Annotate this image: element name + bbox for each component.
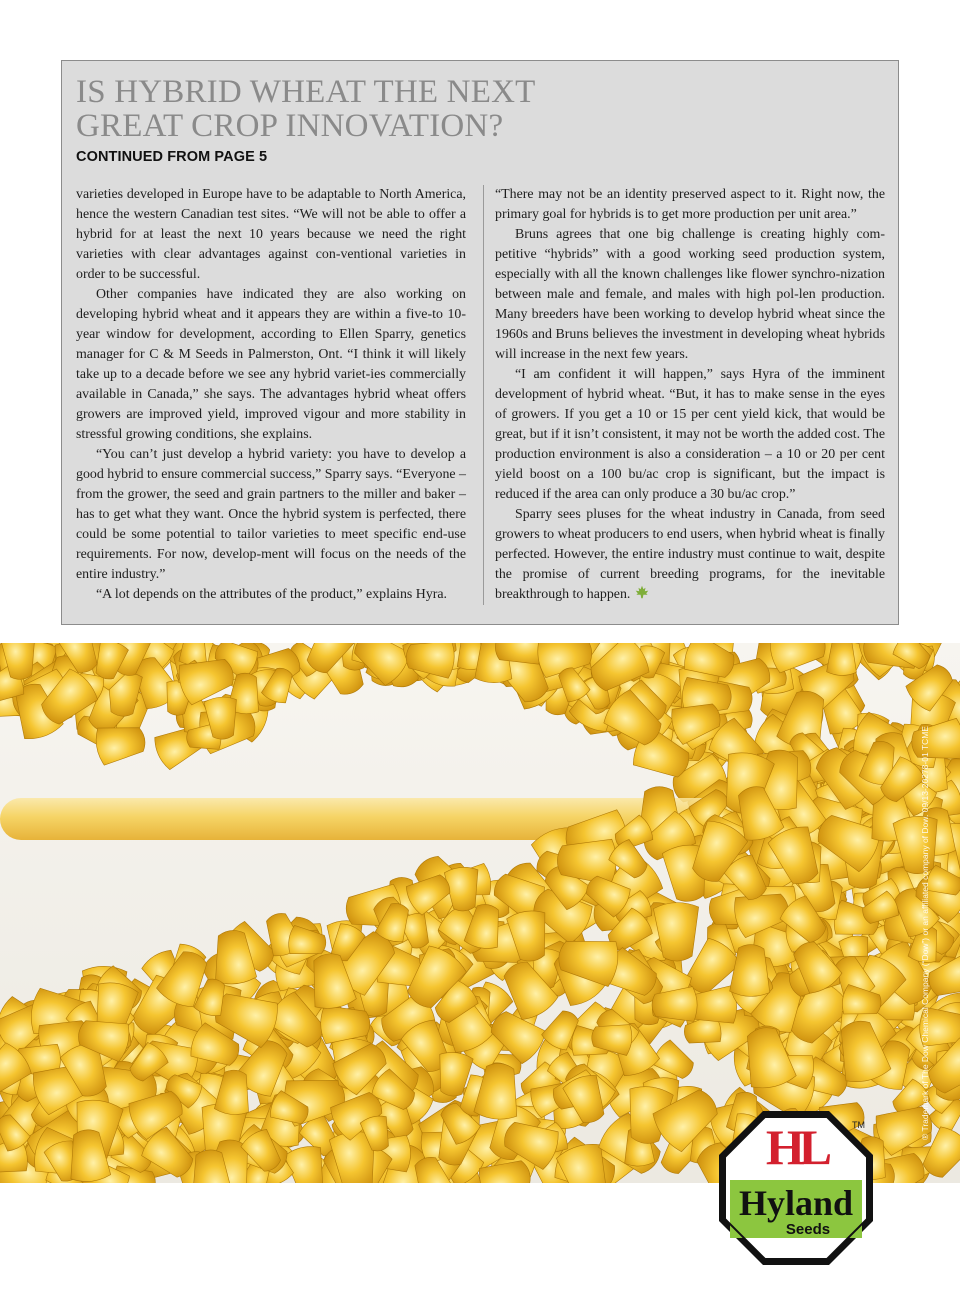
hyland-seeds-logo bbox=[716, 1108, 876, 1268]
corn-kernels-illustration bbox=[0, 643, 960, 1183]
column-divider bbox=[483, 185, 484, 605]
logo-wordmark: Hyland bbox=[738, 1183, 854, 1223]
paragraph: “I am confident it will happen,” says Hyra of the imminent development of hybrid wheat. “But, it has to make sense in the eyes of growers. If you get a 10 or 15 per cent yield kick, that would be great, but if it isn’t consistent, it may not be worth the added cost. The production environment is also a consideration – a 10 or 20 per cent yield boost on a 100 bu/ac crop is significant, but the impact is reduced if the area can only produce a 30 bu/ac crop.” bbox=[495, 367, 885, 502]
paragraph: Bruns agrees that one big challenge is creating highly com-petitive “hybrids” with a good working seed production system, especially with all the known challenges like flower synchro-nization between male and female, and males with high pol-len production. Many breeders have been working to develop hybrid wheat since the 1960s and Bruns believes the investment in developing wheat hybrids will increase in the next few years. bbox=[495, 227, 885, 362]
headline-line-2: GREAT CROP INNOVATION? bbox=[76, 108, 504, 144]
paragraph: Other companies have indicated they are also working on developing hybrid wheat and it appears they are within a five-to 10-year window for development, according to Ellen Sparry, genetics manager for C & M Seeds in Palmerston, Ont. “I think it will likely take up to a decade before we see any hybrid variet-ies commercially available in Canada,” she says. The advantages hybrid wheat offers growers are improved yield, improved vigour and more stability in stressful growing conditions, she explains. bbox=[76, 287, 466, 442]
article-headline bbox=[76, 75, 535, 143]
headline-line-1: IS HYBRID WHEAT THE NEXT bbox=[76, 74, 536, 110]
continued-from-label: CONTINUED FROM PAGE 5 bbox=[76, 149, 268, 165]
trademark-credit: ® Trademark of The Dow Chemical Company (“Dow”) or an affiliated company of Dow. 09/13-20278-01 TCME bbox=[920, 726, 930, 1140]
paragraph: varieties developed in Europe have to be adaptable to North America, hence the western Canadian test sites. “We will not be able to offer a hybrid for at least the next 10 years because we need the right varieties with clear advantages against con-ventional varieties in order to be successful. bbox=[76, 187, 466, 282]
paragraph: “A lot depends on the attributes of the product,” explains Hyra. bbox=[96, 587, 448, 602]
corn-kernel bbox=[827, 643, 858, 676]
article-box bbox=[61, 60, 899, 625]
paragraph bbox=[495, 505, 885, 605]
maple-leaf-icon bbox=[635, 585, 649, 599]
paragraph: “You can’t just develop a hybrid variety: you have to develop a good hybrid to ensure commercial success,” Sparry says. “Everyone – from the grower, the seed and grain partners to the miller and baker – has to get what they want. Once the hybrid system is perfected, there could be some potential to tailor varieties to meet specific end-use requirements. For now, develop-ment will focus on the needs of the entire industry.” bbox=[76, 447, 466, 582]
corn-kernels-photo bbox=[0, 643, 960, 1183]
paragraph: “There may not be an identity preserved aspect to it. Right now, the primary goal for hybrids is to get more production per unit area.” bbox=[495, 187, 885, 222]
logo-subtitle: Seeds bbox=[785, 1221, 831, 1238]
hl-mark: HL bbox=[765, 1119, 827, 1175]
trademark-symbol: TM bbox=[852, 1120, 865, 1130]
right-column bbox=[495, 185, 885, 605]
paragraph-text: Sparry sees pluses for the wheat industry in Canada, from seed growers to wheat producers to end users, when hybrid wheat is finally perfected. However, the entire industry must continue to wait, despite the promise of current breeding programs, for the inevitable breakthrough to happen. bbox=[495, 507, 885, 602]
left-column bbox=[76, 185, 466, 605]
